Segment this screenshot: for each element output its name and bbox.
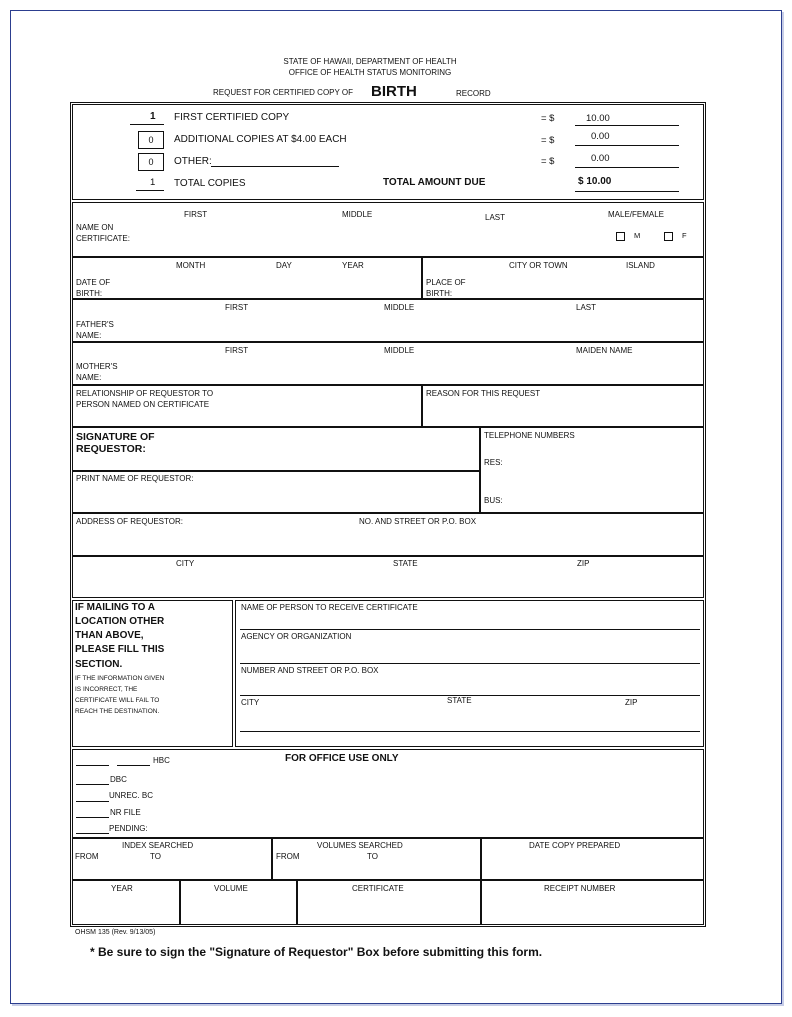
total-copies-qty[interactable]: 1 [150, 177, 156, 188]
name-on-label: NAME ON [76, 223, 114, 232]
other-amount[interactable]: 0.00 [591, 153, 610, 164]
receipt-number-label: RECEIPT NUMBER [544, 884, 616, 893]
bus-label: BUS: [484, 496, 503, 505]
nr-file-label: NR FILE [110, 808, 141, 817]
mailing-heading-2: LOCATION OTHER [75, 616, 165, 627]
record-type: BIRTH [371, 83, 417, 100]
total-due-amount[interactable]: $ 10.00 [578, 176, 612, 187]
form-id: OHSM 135 (Rev. 9/13/05) [75, 929, 156, 936]
relationship-label-2: PERSON NAMED ON CERTIFICATE [76, 400, 210, 409]
birth-label: BIRTH: [76, 289, 103, 298]
signature-label-1: SIGNATURE OF [76, 431, 155, 443]
mailing-note-3: CERTIFICATE WILL FAIL TO [75, 697, 160, 704]
father-first-header: FIRST [225, 303, 249, 312]
recipient-field[interactable] [240, 629, 700, 630]
relationship-label-1: RELATIONSHIP OF REQUESTOR TO [76, 389, 214, 398]
agency-field[interactable] [240, 663, 700, 664]
mother-label-2: NAME: [76, 373, 102, 382]
volume-label: VOLUME [214, 884, 248, 893]
certificate-number-label: CERTIFICATE [352, 884, 404, 893]
year-label: YEAR [111, 884, 133, 893]
place-of-label: PLACE OF [426, 278, 466, 287]
reason-label: REASON FOR THIS REQUEST [426, 389, 541, 398]
index-searched-label: INDEX SEARCHED [122, 841, 194, 850]
dob-month-header: MONTH [176, 261, 206, 270]
mailing-city-label: CITY [241, 698, 260, 707]
mailing-note-4: REACH THE DESTINATION. [75, 708, 160, 715]
date-of-label: DATE OF [76, 278, 111, 287]
city-or-town-header: CITY OR TOWN [509, 261, 568, 270]
address-zip-header: ZIP [577, 559, 590, 568]
date-copy-label: DATE COPY PREPARED [529, 841, 621, 850]
total-copies-label: TOTAL COPIES [174, 178, 246, 189]
office-title: OFFICE OF HEALTH STATUS MONITORING [288, 68, 452, 77]
agency-title: STATE OF HAWAII, DEPARTMENT OF HEALTH [283, 57, 457, 66]
female-label: F [682, 231, 687, 240]
mailing-zip-label: ZIP [625, 698, 638, 707]
island-header: ISLAND [626, 261, 655, 270]
address-label: ADDRESS OF REQUESTOR: [76, 517, 183, 526]
father-last-header: LAST [576, 303, 597, 312]
other-qty[interactable]: 0 [138, 153, 164, 171]
other-currency: = $ [541, 156, 555, 167]
res-label: RES: [484, 458, 503, 467]
volumes-from-label: FROM [276, 852, 300, 861]
father-label-2: NAME: [76, 331, 102, 340]
dbc-label: DBC [110, 775, 127, 784]
first-copy-currency: = $ [541, 113, 555, 124]
pending-label: PENDING: [109, 824, 148, 833]
address-state-header: STATE [393, 559, 418, 568]
mailing-note-1: IF THE INFORMATION GIVEN [75, 675, 165, 682]
name-first-header: FIRST [184, 210, 208, 219]
unrec-bc-label: UNREC. BC [109, 791, 154, 800]
mother-label-1: MOTHER'S [76, 362, 118, 371]
sex-header: MALE/FEMALE [608, 210, 665, 219]
additional-copies-qty[interactable]: 0 [138, 131, 164, 149]
dob-year-header: YEAR [342, 261, 364, 270]
address-street-header: NO. AND STREET OR P.O. BOX [359, 517, 477, 526]
male-checkbox[interactable] [616, 232, 625, 241]
telephone-label: TELEPHONE NUMBERS [484, 431, 575, 440]
index-from-label: FROM [75, 852, 99, 861]
mother-maiden-header: MAIDEN NAME [576, 346, 633, 355]
male-label: M [634, 231, 641, 240]
additional-copies-label: ADDITIONAL COPIES AT $4.00 EACH [174, 134, 347, 145]
certificate-label: CERTIFICATE: [76, 234, 130, 243]
address-city-field[interactable] [72, 556, 704, 598]
mailing-street-label: NUMBER AND STREET OR P.O. BOX [241, 666, 379, 675]
mother-first-header: FIRST [225, 346, 249, 355]
signature-label-2: REQUESTOR: [76, 443, 146, 455]
mother-middle-header: MIDDLE [384, 346, 415, 355]
additional-copies-currency: = $ [541, 135, 555, 146]
mailing-heading-5: SECTION. [75, 659, 123, 670]
signature-reminder: * Be sure to sign the "Signature of Requestor" Box before submitting this form. [90, 945, 543, 959]
date-of-birth-field[interactable] [72, 257, 422, 299]
additional-copies-amount[interactable]: 0.00 [591, 131, 610, 142]
other-label: OTHER: [174, 156, 212, 167]
name-last-header: LAST [485, 213, 506, 222]
volumes-searched-label: VOLUMES SEARCHED [317, 841, 403, 850]
agency-label: AGENCY OR ORGANIZATION [241, 632, 352, 641]
first-copy-label: FIRST CERTIFIED COPY [174, 112, 290, 123]
place-birth-label: BIRTH: [426, 289, 453, 298]
first-copy-amount[interactable]: 10.00 [586, 113, 610, 124]
first-copy-qty[interactable]: 1 [150, 111, 156, 122]
volumes-to-label: TO [367, 852, 378, 861]
address-city-header: CITY [176, 559, 195, 568]
request-suffix: RECORD [456, 89, 491, 98]
female-checkbox[interactable] [664, 232, 673, 241]
hbc-label: HBC [153, 756, 170, 765]
mailing-heading-4: PLEASE FILL THIS [75, 644, 165, 655]
father-middle-header: MIDDLE [384, 303, 415, 312]
mailing-note-2: IS INCORRECT, THE [75, 686, 138, 693]
index-to-label: TO [150, 852, 161, 861]
office-use-title: FOR OFFICE USE ONLY [285, 753, 399, 764]
print-name-label: PRINT NAME OF REQUESTOR: [76, 474, 194, 483]
name-middle-header: MIDDLE [342, 210, 373, 219]
request-prefix: REQUEST FOR CERTIFIED COPY OF [213, 88, 354, 97]
total-due-label: TOTAL AMOUNT DUE [383, 177, 486, 188]
mailing-state-label: STATE [447, 696, 472, 705]
mailing-city-field[interactable] [240, 731, 700, 732]
dob-day-header: DAY [276, 261, 292, 270]
mailing-heading-3: THAN ABOVE, [75, 630, 144, 641]
mailing-heading-1: IF MAILING TO A [75, 602, 155, 613]
recipient-label: NAME OF PERSON TO RECEIVE CERTIFICATE [241, 603, 418, 612]
father-label-1: FATHER'S [76, 320, 114, 329]
other-field[interactable] [211, 166, 339, 167]
